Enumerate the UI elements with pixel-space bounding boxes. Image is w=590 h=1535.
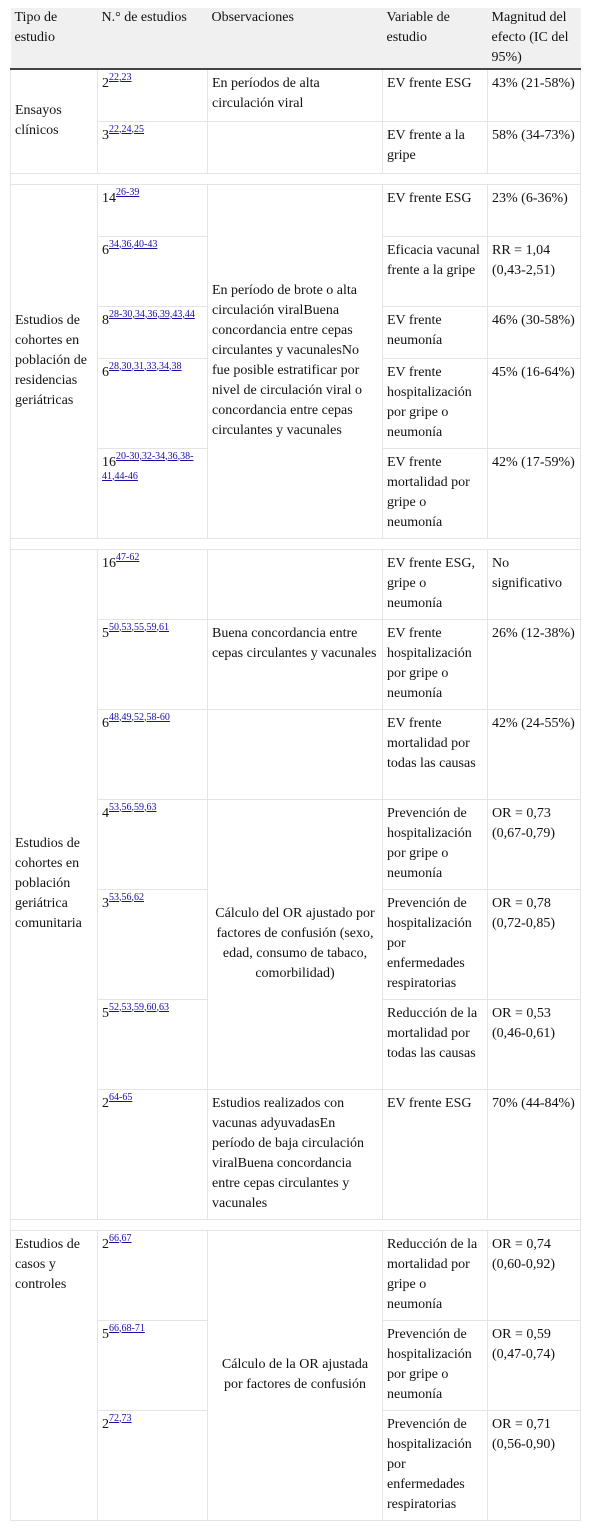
study-variable: EV frente neumonía — [383, 306, 488, 358]
reference-link[interactable]: 52,53,59,60,63 — [109, 1001, 169, 1013]
group-type: Estudios de cohortes en población geriátrica comunitaria — [11, 549, 98, 1219]
group-separator — [11, 1219, 581, 1230]
study-count: 6 — [102, 242, 109, 258]
reference-link[interactable]: 48,49,52,58-60 — [109, 711, 170, 723]
effect-size: 70% (44-84%) — [488, 1089, 581, 1219]
study-count-cell — [98, 999, 208, 1089]
study-count-cell — [98, 236, 208, 306]
effect-size: OR = 0,53 (0,46-0,61) — [488, 999, 581, 1089]
effect-size: 42% (24-55%) — [488, 709, 581, 799]
study-count-cell — [98, 121, 208, 173]
reference-link[interactable]: 26-39 — [116, 186, 140, 198]
group-separator — [11, 173, 581, 184]
header-variable: Variable de estudio — [383, 8, 488, 69]
study-count: 2 — [102, 1236, 109, 1252]
study-variable: EV frente a la gripe — [383, 121, 488, 173]
effect-size: No significativo — [488, 549, 581, 619]
study-count-cell — [98, 1230, 208, 1320]
reference-link[interactable]: 28,30,31,33,34,38 — [109, 360, 182, 372]
effect-size: RR = 1,04 (0,43-2,51) — [488, 236, 581, 306]
study-variable: EV frente hospitalización por gripe o neumonía — [383, 619, 488, 709]
header-row — [11, 8, 581, 69]
table-row — [11, 549, 581, 619]
reference-link[interactable]: 22,23 — [109, 72, 132, 83]
study-variable: EV frente hospitalización por gripe o neumonía — [383, 358, 488, 448]
study-count-cell — [98, 709, 208, 799]
observation: Cálculo del OR ajustado por factores de confusión (sexo, edad, consumo de tabaco, comorbilidad) — [208, 799, 383, 1089]
effect-size: OR = 0,73 (0,67-0,79) — [488, 799, 581, 889]
effect-size: 43% (21-58%) — [488, 69, 581, 121]
reference-link[interactable]: 20-30,32-34,36,38-41,44-46 — [102, 450, 194, 482]
header-magnitud: Magnitud del efecto (IC del 95%) — [488, 8, 581, 69]
reference-link[interactable]: 66,68-71 — [109, 1322, 145, 1334]
study-variable: Prevención de hospitalización por enfermedades respiratorias — [383, 1410, 488, 1520]
study-variable: EV frente ESG, gripe o neumonía — [383, 549, 488, 619]
reference-link[interactable]: 34,36,40-43 — [109, 238, 158, 250]
study-variable: Reducción de la mortalidad por todas las causas — [383, 999, 488, 1089]
reference-link[interactable]: 28-30,34,36,39,43,44 — [109, 308, 195, 320]
study-count-cell — [98, 1320, 208, 1410]
study-variable: Reducción de la mortalidad por gripe o neumonía — [383, 1230, 488, 1320]
study-count: 5 — [102, 625, 109, 641]
effect-size: 42% (17-59%) — [488, 448, 581, 538]
group-type: Ensayos clínicos — [11, 69, 98, 173]
table-row — [11, 184, 581, 236]
reference-link[interactable]: 47-62 — [116, 551, 140, 563]
effect-size: 26% (12-38%) — [488, 619, 581, 709]
effect-size: OR = 0,59 (0,47-0,74) — [488, 1320, 581, 1410]
observation: Cálculo de la OR ajustada por factores de confusión — [208, 1230, 383, 1520]
study-variable: EV frente ESG — [383, 69, 488, 121]
study-variable: EV frente mortalidad por gripe o neumonía — [383, 448, 488, 538]
study-count: 16 — [102, 555, 116, 571]
study-count-cell — [98, 448, 208, 538]
table-row — [11, 1230, 581, 1320]
observation: Estudios realizados con vacunas adyuvadasEn período de baja circulación viralBuena concordancia entre cepas circulantes y vacunales — [208, 1089, 383, 1219]
reference-link[interactable]: 72,73 — [109, 1412, 132, 1424]
observation: Buena concordancia entre cepas circulantes y vacunales — [208, 619, 383, 709]
reference-link[interactable]: 53,56,62 — [109, 891, 144, 903]
observation: En período de brote o alta circulación viralBuena concordancia entre cepas circulantes y vacunalesNo fue posible estratificar por nivel de circulación viral o concordancia entre cepas circulantes y vacunales — [208, 184, 383, 538]
study-count: 6 — [102, 715, 109, 731]
observation — [208, 709, 383, 799]
study-count: 4 — [102, 805, 109, 821]
effect-size: OR = 0,78 (0,72-0,85) — [488, 889, 581, 999]
effect-size: OR = 0,74 (0,60-0,92) — [488, 1230, 581, 1320]
study-count: 5 — [102, 1005, 109, 1021]
study-count-cell — [98, 358, 208, 448]
study-count: 2 — [102, 1416, 109, 1432]
study-count: 3 — [102, 895, 109, 911]
study-count-cell — [98, 184, 208, 236]
effect-size: 45% (16-64%) — [488, 358, 581, 448]
effect-size: OR = 0,71 (0,56-0,90) — [488, 1410, 581, 1520]
observation: En períodos de alta circulación viral — [208, 69, 383, 121]
study-count: 16 — [102, 454, 116, 470]
effect-size: 23% (6-36%) — [488, 184, 581, 236]
reference-link[interactable]: 22,24,25 — [109, 123, 144, 135]
group-type: Estudios de casos y controles — [11, 1230, 98, 1520]
study-count-cell — [98, 889, 208, 999]
reference-link[interactable]: 53,56,59,63 — [109, 801, 157, 813]
study-count: 2 — [102, 76, 109, 91]
study-variable: EV frente ESG — [383, 184, 488, 236]
observation — [208, 121, 383, 173]
study-variable: Prevención de hospitalización por enfermedades respiratorias — [383, 889, 488, 999]
study-count: 6 — [102, 364, 109, 380]
results-table — [10, 8, 581, 1521]
study-count: 8 — [102, 312, 109, 328]
study-count: 14 — [102, 190, 116, 206]
study-variable: Eficacia vacunal frente a la gripe — [383, 236, 488, 306]
study-count: 5 — [102, 1326, 109, 1342]
header-obs: Observaciones — [208, 8, 383, 69]
table-row — [11, 69, 581, 121]
study-count-cell — [98, 1410, 208, 1520]
reference-link[interactable]: 64-65 — [109, 1091, 133, 1103]
reference-link[interactable]: 66,67 — [109, 1232, 132, 1244]
study-count-cell — [98, 549, 208, 619]
group-separator — [11, 538, 581, 549]
study-count-cell — [98, 799, 208, 889]
study-variable: EV frente ESG — [383, 1089, 488, 1219]
study-count: 2 — [102, 1095, 109, 1111]
header-tipo: Tipo de estudio — [11, 8, 98, 69]
study-variable: EV frente mortalidad por todas las causas — [383, 709, 488, 799]
study-count-cell — [98, 306, 208, 358]
reference-link[interactable]: 50,53,55,59,61 — [109, 621, 169, 633]
effect-size: 58% (34-73%) — [488, 121, 581, 173]
study-count-cell — [98, 69, 208, 121]
group-type: Estudios de cohortes en población de residencias geriátricas — [11, 184, 98, 538]
observation — [208, 549, 383, 619]
study-count: 3 — [102, 127, 109, 143]
study-count-cell — [98, 1089, 208, 1219]
header-n: N.° de estudios — [98, 8, 208, 69]
study-count-cell — [98, 619, 208, 709]
study-variable: Prevención de hospitalización por gripe o neumonía — [383, 799, 488, 889]
effect-size: 46% (30-58%) — [488, 306, 581, 358]
study-variable: Prevención de hospitalización por gripe o neumonía — [383, 1320, 488, 1410]
